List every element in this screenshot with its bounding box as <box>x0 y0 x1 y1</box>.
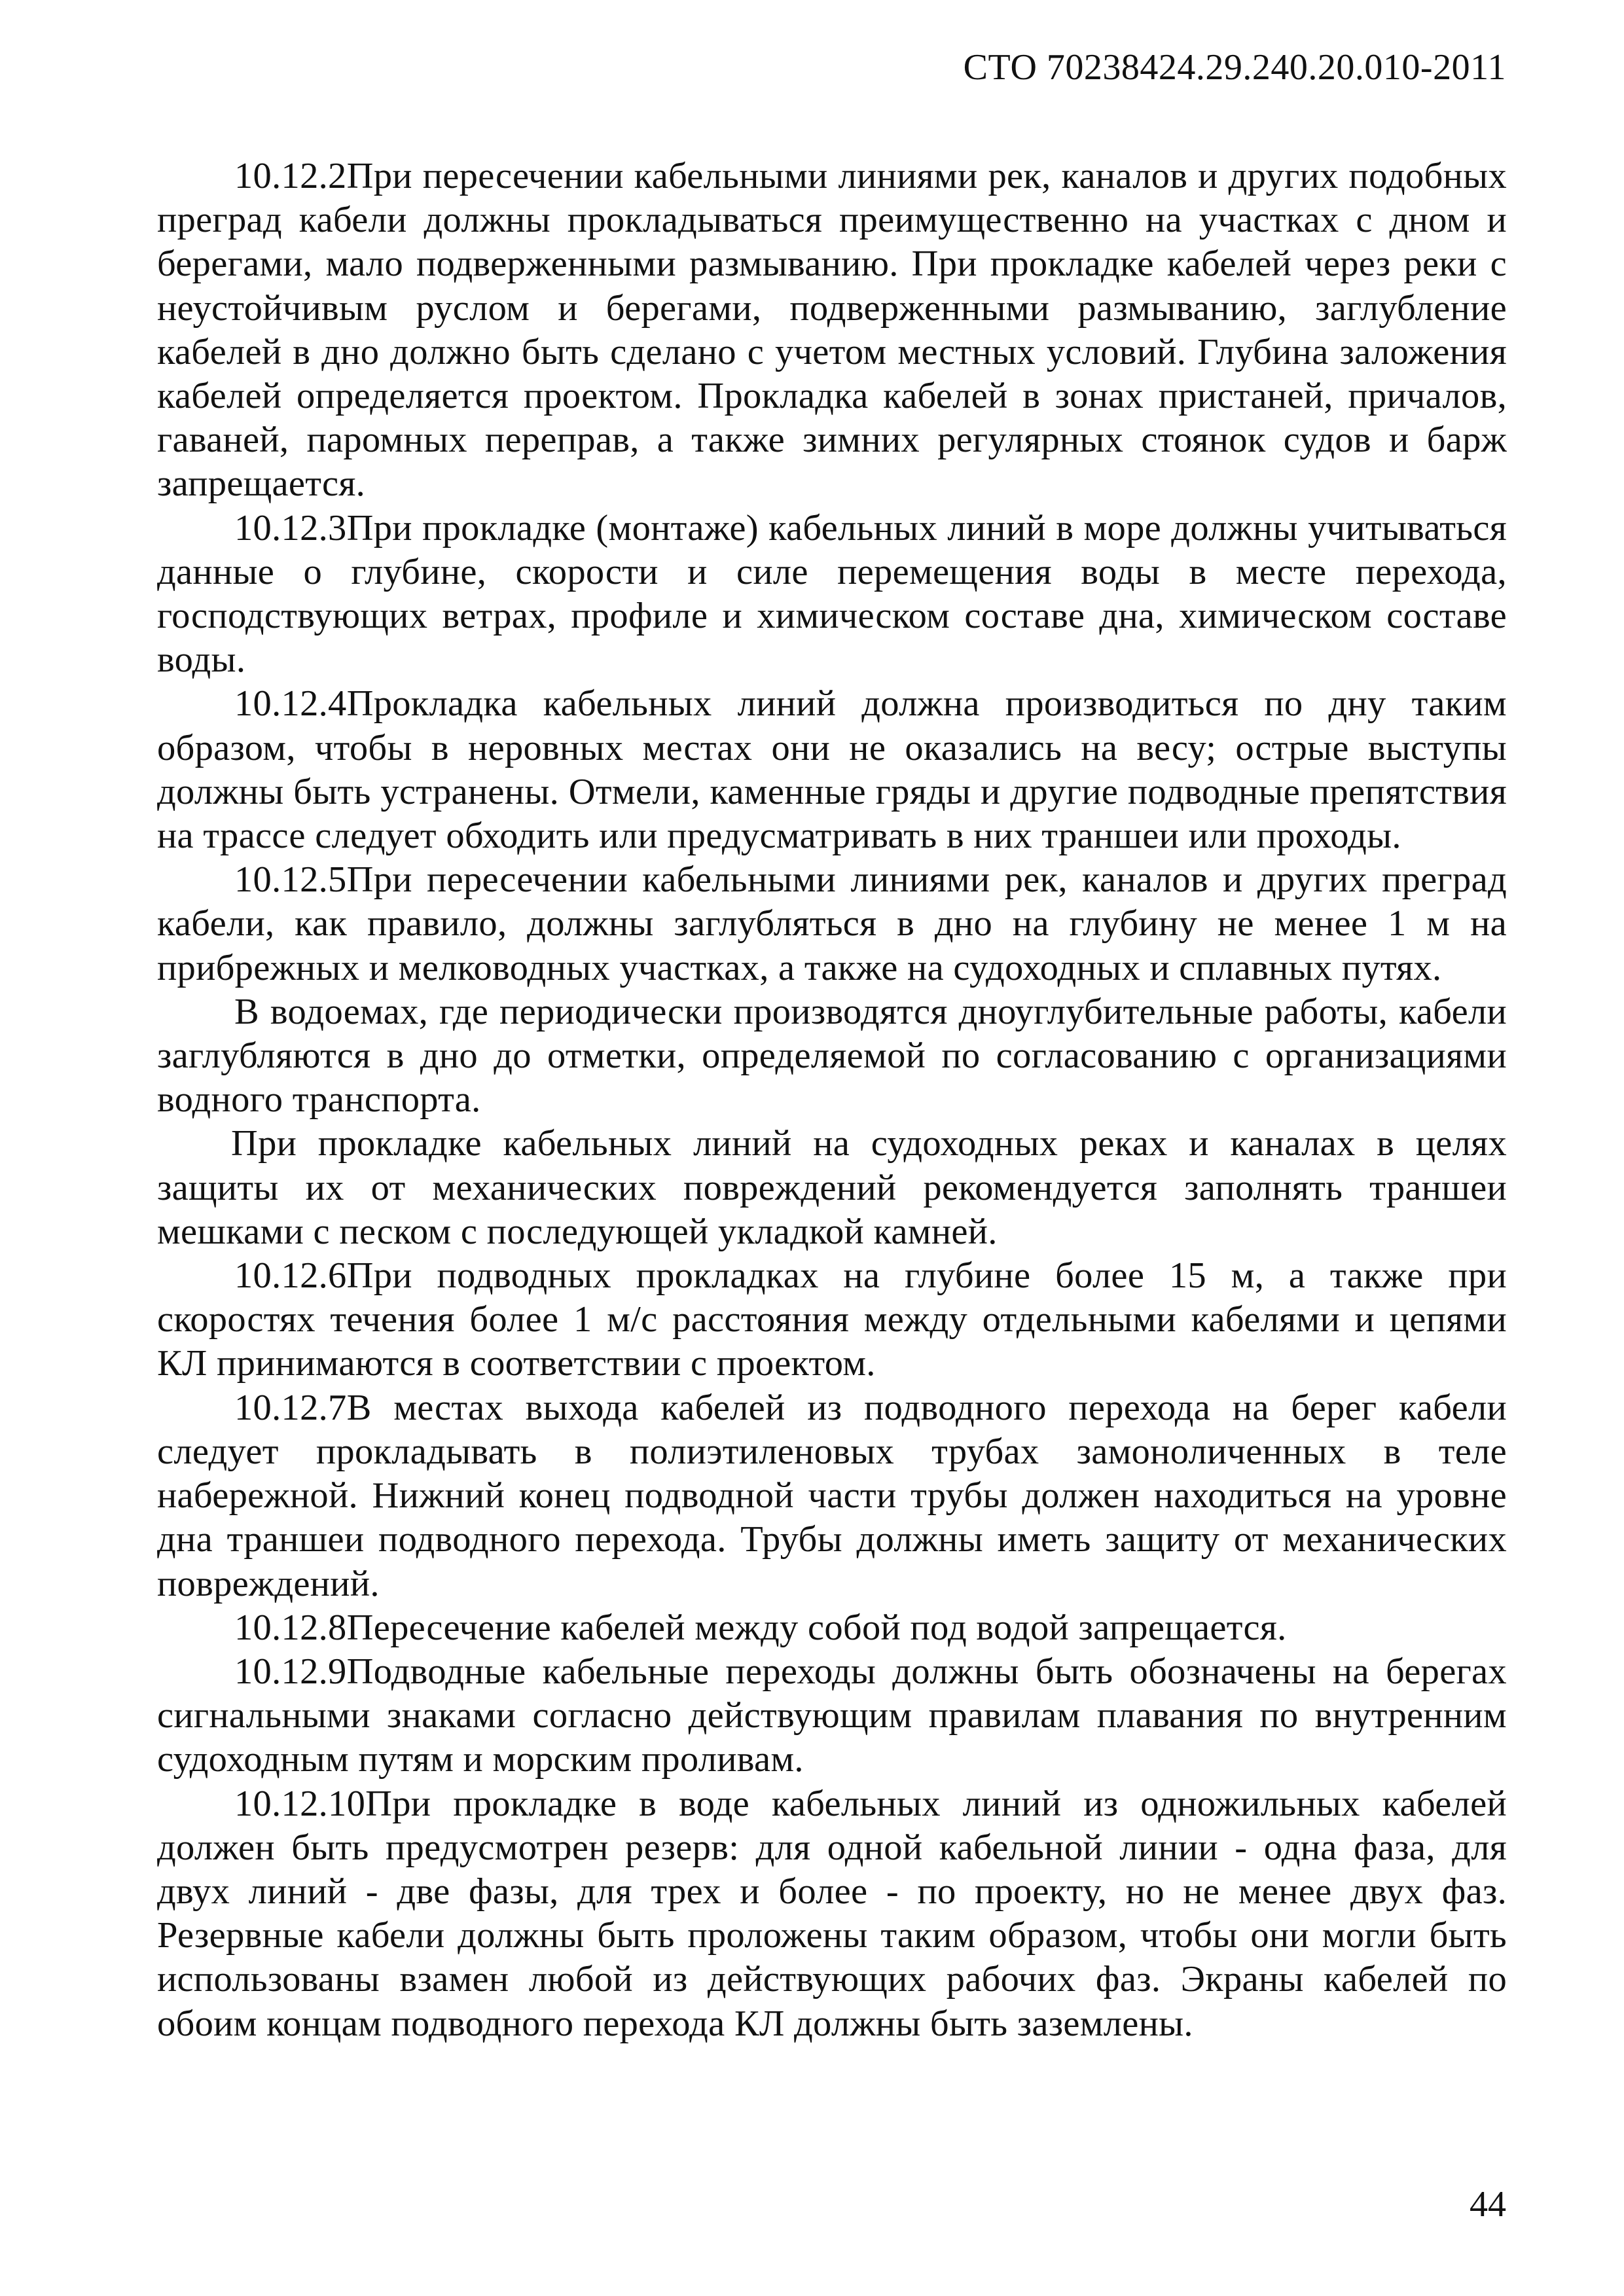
paragraph-navigable-rivers <box>157 1122 1507 1254</box>
clause-text: При подводных прокладках на глубине более 15 м, а также при скоростях течения более 1 м/с расстояния между отдельными кабелями и цепями КЛ принимаются в соответствии с проектом. <box>157 1255 1507 1384</box>
clause-text: Прокладка кабельных линий должна производиться по дну таким образом, чтобы в неровных местах они не оказались на весу; острые выступы должны быть устранены. Отмели, каменные гряды и другие подводные препятствия на трассе следует обходить или предусматривать в них траншеи или проходы. <box>157 683 1507 857</box>
clause-text: Подводные кабельные переходы должны быть обозначены на берегах сигнальными знаками согласно действующим правилам плавания по внутренним судоходным путям и морским проливам. <box>157 1651 1507 1780</box>
paragraph-10-12-10 <box>157 1782 1507 2046</box>
clause-number: 10.12.6 <box>234 1255 347 1297</box>
paragraph-reservoirs <box>157 990 1507 1122</box>
clause-number: 10.12.8 <box>234 1607 347 1648</box>
paragraph-10-12-7 <box>157 1386 1507 1606</box>
clause-text: В водоемах, где периодически производятся дноуглубительные работы, кабели заглубляются в дно до отметки, определяемой по согласованию с организациями водного транспорта. <box>157 991 1507 1121</box>
page-number: 44 <box>1470 2184 1506 2225</box>
paragraph-10-12-9 <box>157 1650 1507 1782</box>
clause-number: 10.12.7 <box>234 1387 347 1428</box>
clause-number: 10.12.4 <box>234 683 347 725</box>
clause-text: При прокладке в воде кабельных линий из одножильных кабелей должен быть предусмотрен резерв: для одной кабельной линии - одна фаза, для двух линий - две фазы, для трех и более - по проекту, но не менее двух фаз. Резервные кабели должны быть проложены таким образом, чтобы они могли быть использованы взамен любой из действующих рабочих фаз. Экраны кабелей по обоим концам подводного перехода КЛ должны быть заземлены. <box>157 1783 1507 2044</box>
document-body <box>157 154 1507 2046</box>
clause-text: При пересечении кабельными линиями рек, каналов и других преград кабели, как правило, должны заглубляться в дно на глубину не менее 1 м на прибрежных и мелководных участках, а также на судоходных и сплавных путях. <box>157 859 1507 988</box>
clause-text: При прокладке кабельных линий на судоходных реках и каналах в целях защиты их от механических повреждений рекомендуется заполнять траншеи мешками с песком с последующей укладкой камней. <box>157 1123 1507 1252</box>
paragraph-10-12-6 <box>157 1254 1507 1386</box>
clause-text: При пересечении кабельными линиями рек, каналов и других подобных преград кабели должны прокладываться преимущественно на участках с дном и берегами, мало подверженными размыванию. При прокладке кабелей через реки с неустойчивым руслом и берегами, подверженными размыванию, заглубление кабелей в дно должно быть сделано с учетом местных условий. Глубина заложения кабелей определяется проектом. Прокладка кабелей в зонах пристаней, причалов, гаваней, паромных переправ, а также зимних регулярных стоянок судов и барж запрещается. <box>157 156 1507 505</box>
clause-number: 10.12.9 <box>234 1651 347 1692</box>
clause-number: 10.12.10 <box>234 1783 366 1824</box>
paragraph-10-12-3 <box>157 507 1507 683</box>
document-code-header: СТО 70238424.29.240.20.010-2011 <box>963 47 1506 88</box>
clause-text: Пересечение кабелей между собой под водой запрещается. <box>346 1607 1287 1648</box>
clause-text: При прокладке (монтаже) кабельных линий в море должны учитываться данные о глубине, скорости и силе перемещения воды в месте перехода, господствующих ветрах, профиле и химическом составе дна, химическом составе воды. <box>157 507 1507 681</box>
paragraph-10-12-4 <box>157 682 1507 858</box>
clause-number: 10.12.5 <box>234 859 347 901</box>
paragraph-10-12-2 <box>157 154 1507 507</box>
clause-number: 10.12.2 <box>234 156 347 196</box>
clause-number: 10.12.3 <box>234 507 347 548</box>
paragraph-10-12-8 <box>157 1606 1507 1650</box>
paragraph-10-12-5 <box>157 858 1507 990</box>
clause-text: В местах выхода кабелей из подводного перехода на берег кабели следует прокладывать в полиэтиленовых трубах замоноличенных в теле набережной. Нижний конец подводной части трубы должен находиться на уровне дна траншеи подводного перехода. Трубы должны иметь защиту от механических повреждений. <box>157 1387 1507 1604</box>
